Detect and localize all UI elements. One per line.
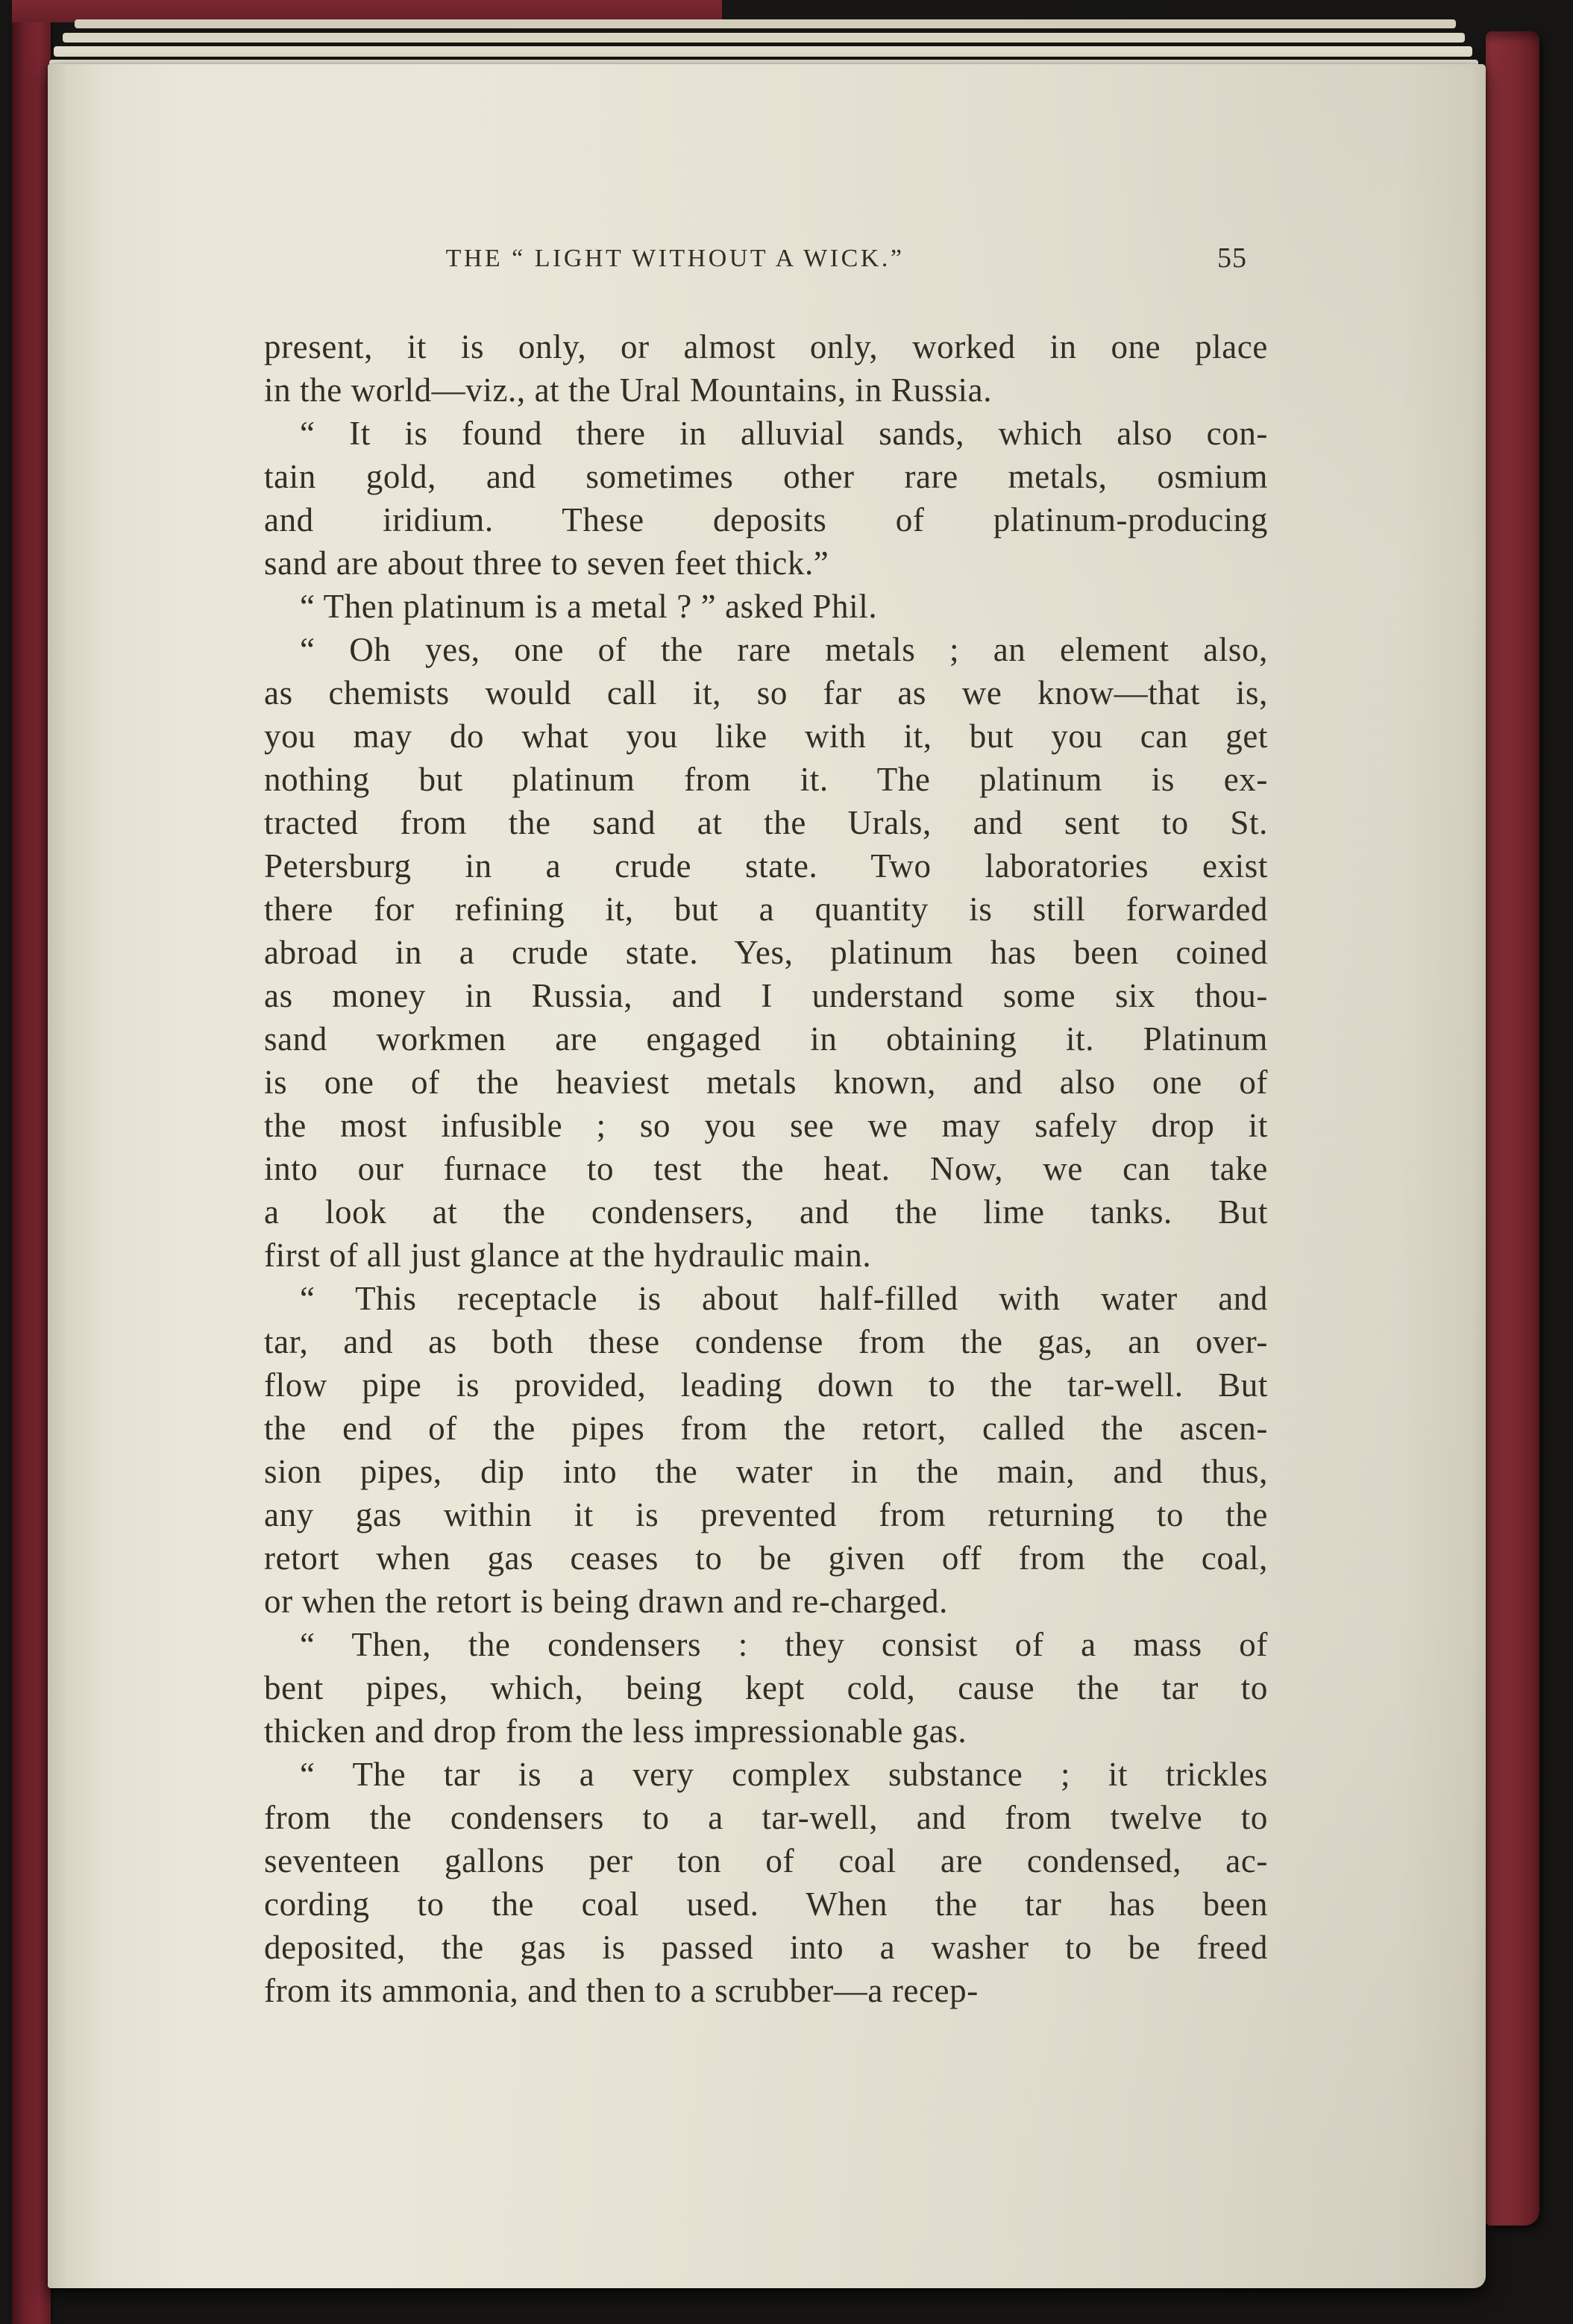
text-line: a look at the condensers, and the lime tanks. But bbox=[264, 1193, 1268, 1231]
text-line: tar, and as both these condense from the gas, an over- bbox=[264, 1323, 1268, 1360]
text-line: abroad in a crude state. Yes, platinum has been coined bbox=[264, 934, 1268, 971]
text-line: in the world—viz., at the Ural Mountains, in Russia. bbox=[264, 371, 993, 409]
book-cover-right-edge bbox=[1486, 31, 1539, 2226]
text-line: Petersburg in a crude state. Two laboratories exist bbox=[264, 847, 1268, 885]
paragraph bbox=[264, 1753, 1268, 2012]
text-line: the most infusible ; so you see we may safely drop it bbox=[264, 1107, 1268, 1144]
text-line: into our furnace to test the heat. Now, we can take bbox=[264, 1150, 1268, 1187]
text-line: or when the retort is being drawn and re-charged. bbox=[264, 1583, 948, 1620]
page-number: 55 bbox=[1217, 242, 1247, 274]
text-line: tracted from the sand at the Urals, and sent to St. bbox=[264, 804, 1268, 841]
book-cover-left-edge bbox=[12, 0, 51, 2324]
text-line: first of all just glance at the hydraulic main. bbox=[264, 1237, 872, 1274]
book-page bbox=[48, 64, 1486, 2288]
text-line: present, it is only, or almost only, worked in one place bbox=[264, 328, 1268, 365]
text-line: retort when gas ceases to be given off from the coal, bbox=[264, 1539, 1268, 1577]
text-line: flow pipe is provided, leading down to the tar-well. But bbox=[264, 1366, 1268, 1404]
text-line: sion pipes, dip into the water in the main, and thus, bbox=[264, 1453, 1268, 1490]
text-line: cording to the coal used. When the tar has been bbox=[264, 1885, 1268, 1923]
text-line: any gas within it is prevented from returning to the bbox=[264, 1496, 1268, 1533]
page-edge bbox=[63, 33, 1465, 43]
paragraph bbox=[264, 412, 1268, 585]
text-line: bent pipes, which, being kept cold, cause the tar to bbox=[264, 1669, 1268, 1706]
text-line: and iridium. These deposits of platinum-producing bbox=[264, 501, 1268, 538]
header-title: THE “ LIGHT WITHOUT A WICK.” bbox=[445, 245, 905, 272]
paragraph bbox=[264, 628, 1268, 1277]
text-line: “ This receptacle is about half-filled with water and bbox=[300, 1280, 1268, 1317]
running-header bbox=[264, 242, 1268, 282]
text-line: nothing but platinum from it. The platinum is ex- bbox=[264, 761, 1268, 798]
text-line: thicken and drop from the less impressionable gas. bbox=[264, 1712, 967, 1750]
stacked-page-edges bbox=[48, 15, 1484, 67]
text-line: “ The tar is a very complex substance ; it trickles bbox=[300, 1756, 1268, 1793]
text-line: as chemists would call it, so far as we know—that is, bbox=[264, 674, 1268, 712]
text-line: “ It is found there in alluvial sands, which also con- bbox=[300, 415, 1268, 452]
text-line: from the condensers to a tar-well, and from twelve to bbox=[264, 1799, 1268, 1836]
paragraph bbox=[264, 325, 1268, 412]
text-line: you may do what you like with it, but you can get bbox=[264, 717, 1268, 755]
text-line: tain gold, and sometimes other rare metals, osmium bbox=[264, 458, 1268, 495]
text-line: deposited, the gas is passed into a washer to be freed bbox=[264, 1929, 1268, 1966]
page-edge bbox=[75, 19, 1456, 28]
text-line: seventeen gallons per ton of coal are condensed, ac- bbox=[264, 1842, 1268, 1879]
page-edge bbox=[54, 46, 1472, 57]
text-line: the end of the pipes from the retort, called the ascen- bbox=[264, 1410, 1268, 1447]
text-line: “ Then, the condensers : they consist of a mass of bbox=[300, 1626, 1268, 1663]
text-line: from its ammonia, and then to a scrubber—a recep- bbox=[264, 1972, 979, 2009]
text-line: “ Oh yes, one of the rare metals ; an element also, bbox=[300, 631, 1268, 668]
text-line: sand are about three to seven feet thick.” bbox=[264, 544, 829, 582]
text-line: as money in Russia, and I understand some six thou- bbox=[264, 977, 1268, 1014]
text-line: is one of the heaviest metals known, and also one of bbox=[264, 1064, 1268, 1101]
text-line: “ Then platinum is a metal ? ” asked Phil. bbox=[300, 588, 878, 625]
paragraph bbox=[264, 1623, 1268, 1753]
text-line: sand workmen are engaged in obtaining it. Platinum bbox=[264, 1020, 1268, 1058]
paragraph bbox=[264, 585, 1268, 628]
paragraph bbox=[264, 1277, 1268, 1623]
text-line: there for refining it, but a quantity is still forwarded bbox=[264, 891, 1268, 928]
page-body-text bbox=[264, 325, 1268, 2012]
